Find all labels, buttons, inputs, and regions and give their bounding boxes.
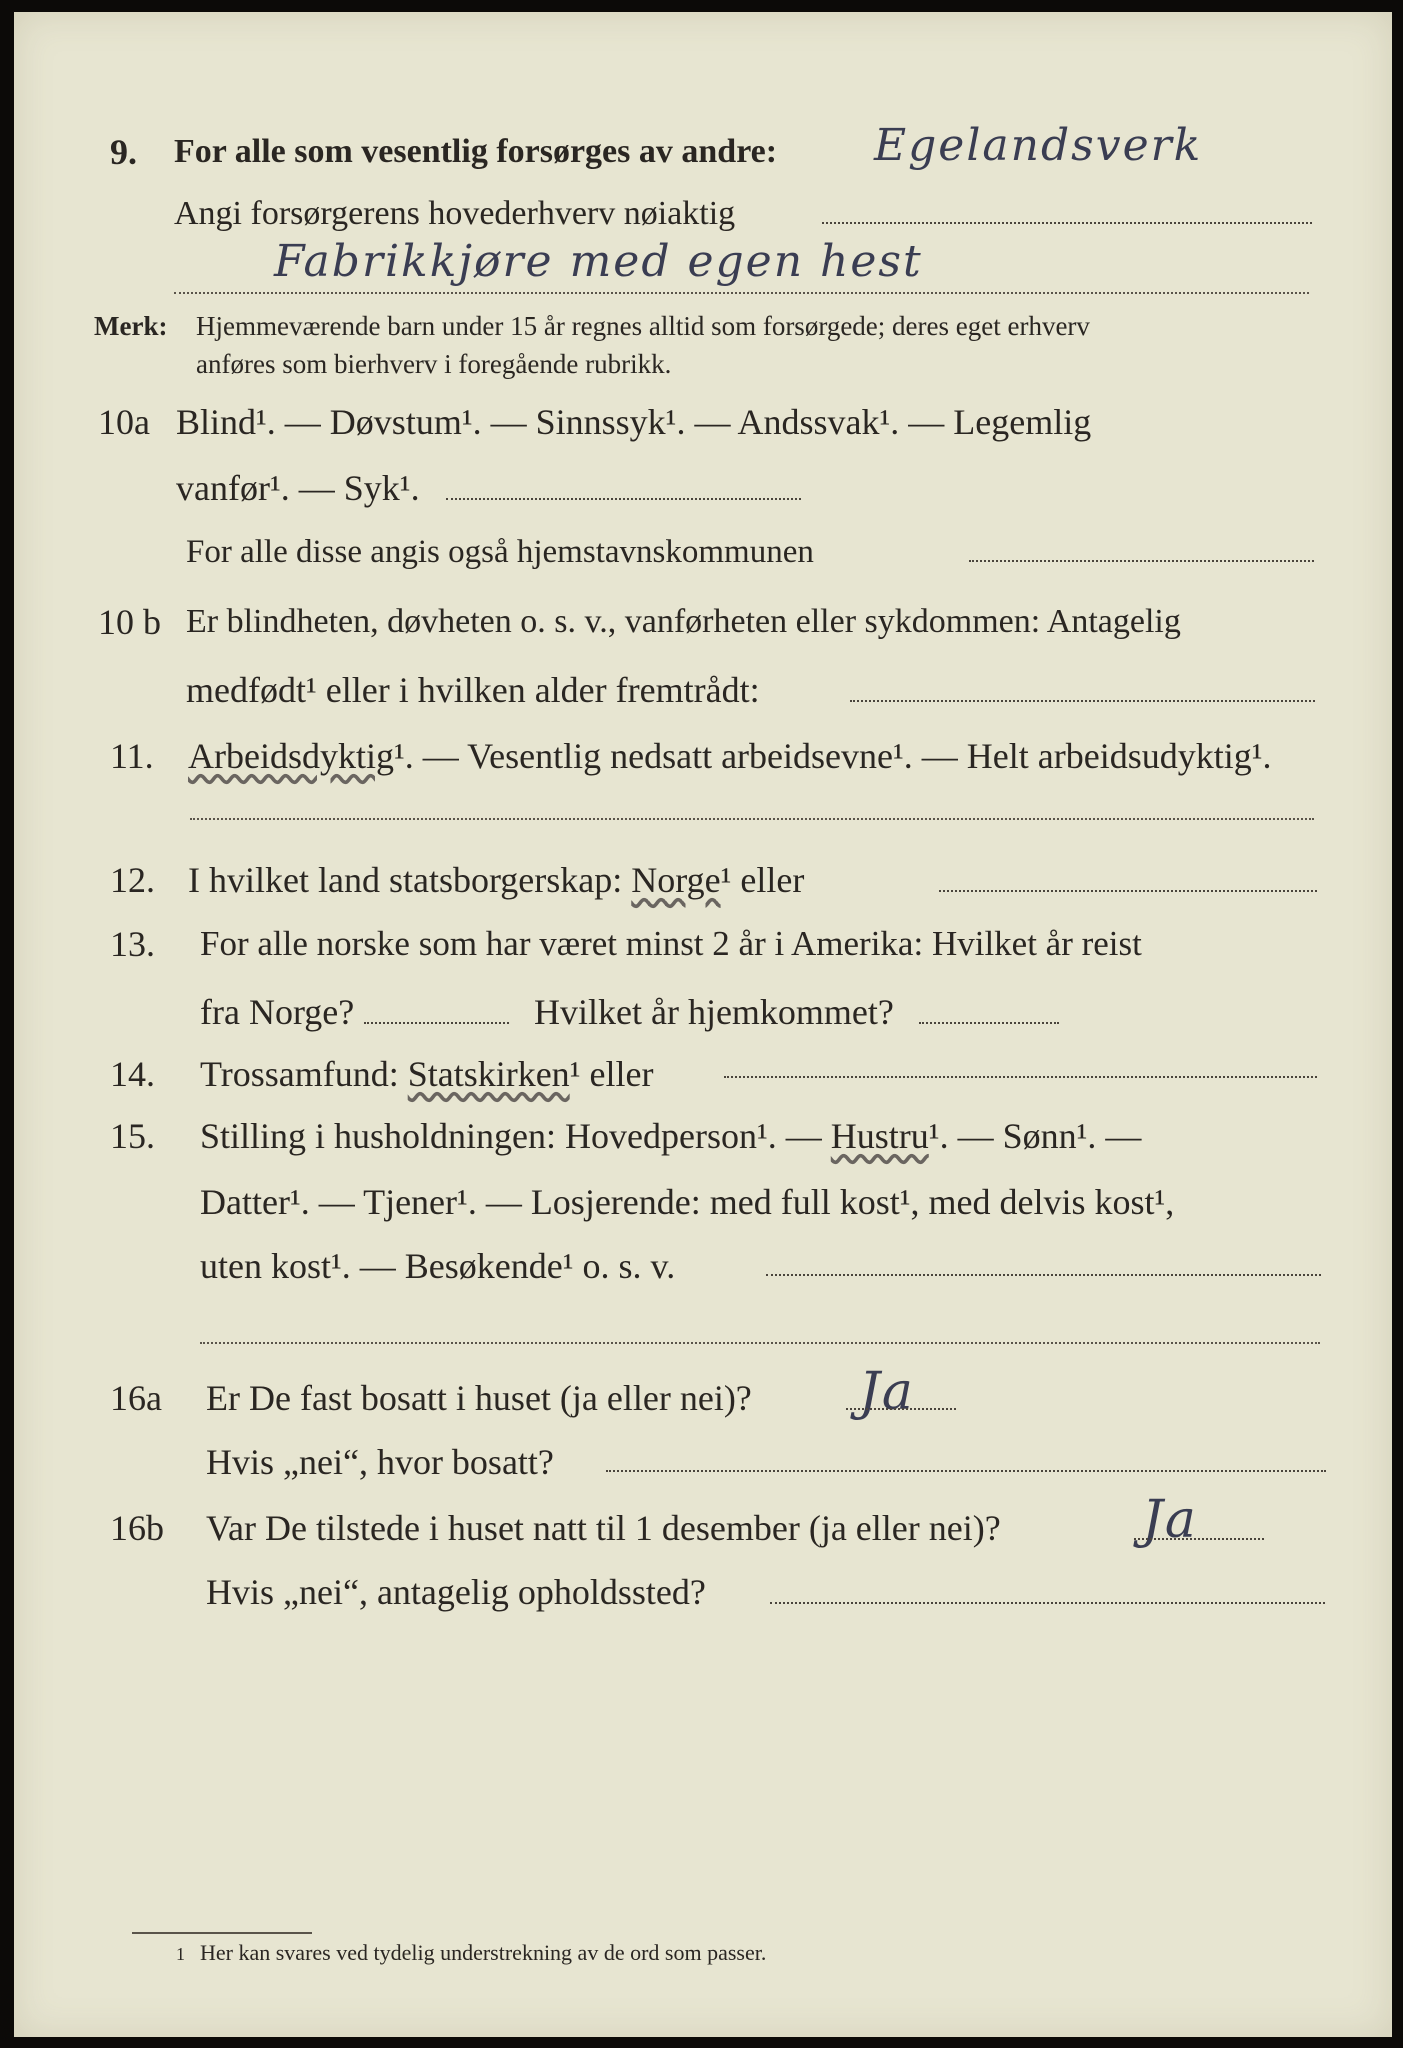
q11-number: 11. xyxy=(110,736,154,776)
q14-or: ¹ eller xyxy=(569,1054,654,1094)
q12-number: 12. xyxy=(110,860,155,900)
footnote-text: Her kan svares ved tydelig understrekning av de ord som passer. xyxy=(200,1940,767,1965)
q10a-line-3: For alle disse angis også hjemstavnskommunen xyxy=(186,534,814,570)
q9-answer-line[interactable] xyxy=(174,292,1309,294)
q12-text xyxy=(188,858,804,902)
q14-text xyxy=(200,1052,653,1096)
q10b-number: 10 b xyxy=(98,602,161,642)
q12-fill-line[interactable] xyxy=(939,890,1317,892)
q10a-line-2: vanfør¹. — Syk¹. xyxy=(176,468,420,508)
q16b-number: 16b xyxy=(110,1508,164,1548)
q14-fill-line[interactable] xyxy=(724,1076,1317,1078)
q15-line-1-c[interactable]: ¹. — Sønn¹. — xyxy=(928,1116,1142,1156)
q9-prompt-fill-line xyxy=(822,222,1312,224)
q13-year-left-fill[interactable] xyxy=(364,1022,509,1024)
q16a-number: 16a xyxy=(110,1378,162,1418)
q10b-line-1: Er blindheten, døvheten o. s. v., vanførheten eller sykdommen: Antagelig xyxy=(186,603,1181,640)
merk-label: Merk: xyxy=(94,311,168,341)
q16b-line-1: Var De tilstede i huset natt til 1 desember (ja eller nei)? xyxy=(206,1508,1001,1548)
q16a-line-1: Er De fast bosatt i huset (ja eller nei)? xyxy=(206,1378,752,1418)
merk-line-2: anføres som bierhverv i foregående rubrikk. xyxy=(196,349,672,379)
census-form-page xyxy=(14,12,1392,2037)
q15-line-1 xyxy=(200,1114,1141,1158)
q16a-answer-fill[interactable] xyxy=(846,1408,956,1410)
q10b-fill-line[interactable] xyxy=(850,700,1315,702)
merk-line-1: Hjemmeværende barn under 15 år regnes alltid som forsørgede; deres eget erhverv xyxy=(196,311,1090,341)
q10a-kommune-fill-line[interactable] xyxy=(969,560,1314,562)
q10a-syk-fill-line[interactable] xyxy=(446,498,801,500)
q14-prompt: Trossamfund: xyxy=(200,1054,399,1094)
q12-prompt: I hvilket land statsborgerskap: xyxy=(188,860,623,900)
q15-answer-line[interactable] xyxy=(200,1342,1320,1344)
q10b-line-2: medfødt¹ eller i hvilken alder fremtrådt: xyxy=(186,670,760,710)
q15-fill-line[interactable] xyxy=(766,1274,1321,1276)
q16a-line-2: Hvis „nei“, hvor bosatt? xyxy=(206,1442,554,1482)
q14-number: 14. xyxy=(110,1054,155,1094)
q9-prompt: Angi forsørgerens hovederhverv nøiaktig xyxy=(174,195,736,232)
q9-handwritten-answer: Fabrikkjøre med egen hest xyxy=(274,236,923,287)
q16b-opholdssted-fill[interactable] xyxy=(770,1602,1325,1604)
q11-other-options[interactable]: ¹. — Vesentlig nedsatt arbeidsevne¹. — Helt arbeidsudyktig¹. xyxy=(393,736,1272,776)
q9-heading: For alle som vesentlig forsørges av andre: xyxy=(174,133,778,170)
footnote-rule xyxy=(132,1932,312,1934)
q16b-answer-fill[interactable] xyxy=(1134,1538,1264,1540)
q13-line-1: For alle norske som har været minst 2 år i Amerika: Hvilket år reist xyxy=(200,924,1142,963)
q13-from-norway: fra Norge? xyxy=(200,992,355,1032)
q15-selected-hustru[interactable]: Hustru xyxy=(830,1116,929,1156)
q15-line-1-a[interactable]: Stilling i husholdningen: Hovedperson¹. — xyxy=(200,1116,822,1156)
q15-line-3[interactable]: uten kost¹. — Besøkende¹ o. s. v. xyxy=(200,1246,676,1286)
q16a-handwritten-answer: Ja xyxy=(859,1362,915,1422)
q11-selected-option[interactable]: Arbeidsdyktig xyxy=(188,736,394,776)
q11-answer-line[interactable] xyxy=(190,818,1314,820)
q13-number: 13. xyxy=(110,924,155,964)
q12-country-option[interactable]: Norge xyxy=(631,860,721,900)
q14-church-option[interactable]: Statskirken xyxy=(407,1054,570,1094)
q9-number: 9. xyxy=(110,132,137,172)
q13-year-returned-fill[interactable] xyxy=(919,1022,1059,1024)
q13-returned: Hvilket år hjemkommet? xyxy=(534,992,894,1032)
q11-options xyxy=(188,734,1272,778)
q10a-number: 10a xyxy=(98,402,150,442)
footnote-mark: 1 xyxy=(176,1944,185,1964)
q16b-handwritten-answer: Ja xyxy=(1142,1490,1198,1550)
q16b-line-2: Hvis „nei“, antagelig opholdssted? xyxy=(206,1572,706,1612)
q9-handwritten-place: Egelandsverk xyxy=(874,120,1203,171)
q15-line-2[interactable]: Datter¹. — Tjener¹. — Losjerende: med full kost¹, med delvis kost¹, xyxy=(200,1182,1175,1222)
q15-number: 15. xyxy=(110,1116,155,1156)
q12-or: ¹ eller xyxy=(720,860,805,900)
q10a-line-1: Blind¹. — Døvstum¹. — Sinnssyk¹. — Andssvak¹. — Legemlig xyxy=(176,402,1092,442)
q16a-bosatt-fill[interactable] xyxy=(606,1470,1326,1472)
